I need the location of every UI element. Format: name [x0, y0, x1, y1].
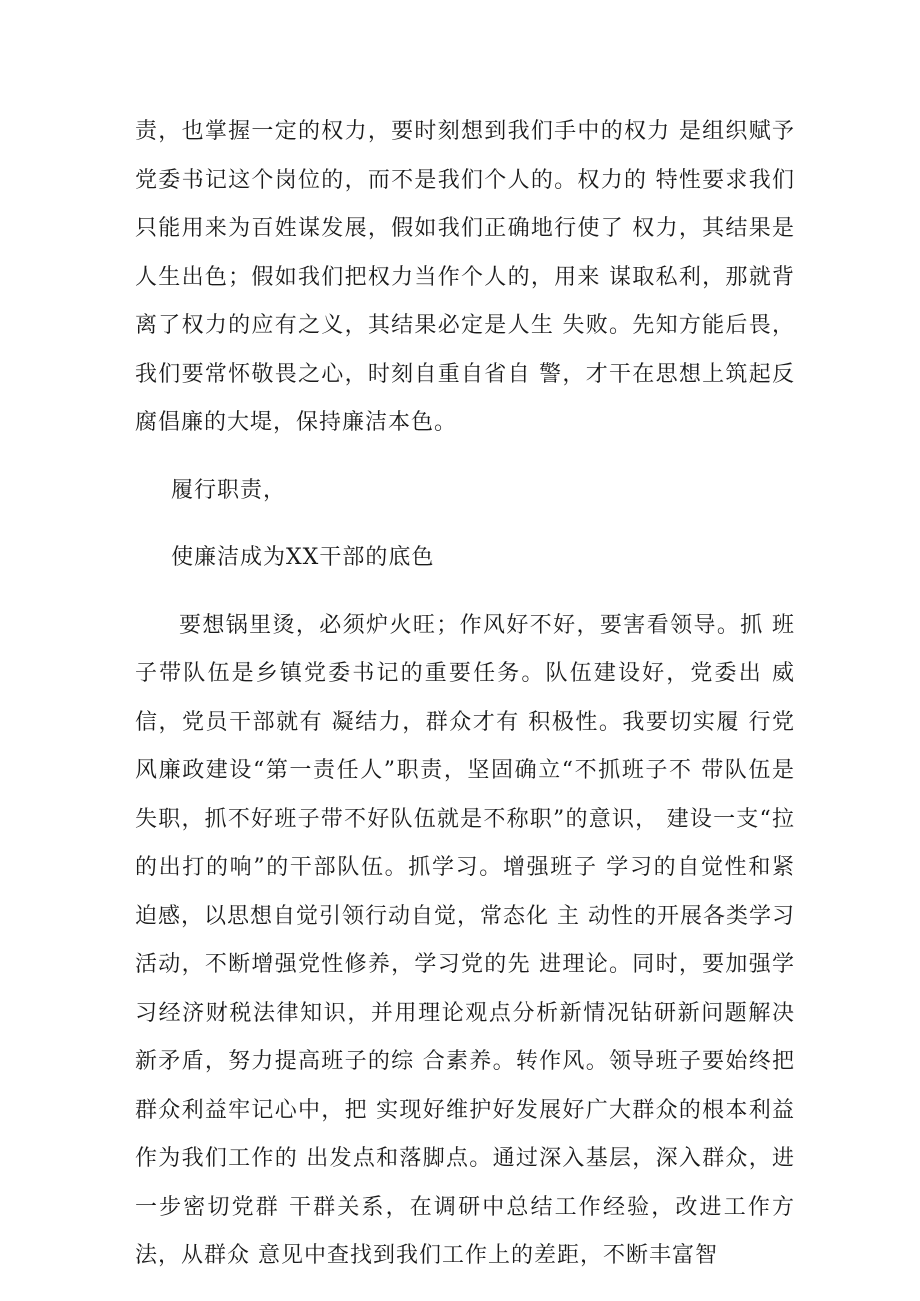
document-body	[135, 108, 795, 1281]
paragraph-team-building: 要想锅里烫，必须炉火旺；作风好不好，要害看领导。抓 班子带队伍是乡镇党委书记的重要任务。队伍建设好，党委出 威信，党员干部就有 凝结力，群众才有 积极性。我要切实履 行党风廉政建设“第一责任人”职责，坚固确立“不抓班子不 带队伍是失职，抓不好班子带不好队伍就是不称职”的意识， 建设一支“拉的出打的响”的干部队伍。抓学习。增强班子 学习的自觉性和紧迫感，以思想自觉引领行动自觉，常态化 主 动性的开展各类学习活动，不断增强党性修养，学习党的先 进理论。同时，要加强学习经济财税法律知识，并用理论观点分析新情况钻研新问题解决新矛盾，努力提高班子的综 合素养。转作风。领导班子要始终把群众利益牢记心中，把 实现好维护好发展好广大群众的根本利益作为我们工作的 出发点和落脚点。通过深入基层，深入群众，进一步密切党群 干群关系，在调研中总结工作经验，改进工作方法，从群众 意见中查找到我们工作上的差距，不断丰富智	[135, 612, 795, 1268]
section-heading-line-1: 履行职责，	[171, 477, 287, 503]
section-heading-line-2: 使廉洁成为XX干部的底色	[171, 545, 435, 570]
paragraph-responsibility-power: 责，也掌握一定的权力，要时刻想到我们手中的权力 是组织赋予党委书记这个岗位的，而不是我们个人的。权力的 特性要求我们只能用来为百姓谋发展，假如我们正确地行使了 权力，其结果是人生出色；假如我们把权力当作个人的，用来 谋取私利，那就背离了权力的应有之义，其结果必定是人生 失败。先知方能后畏，我们要常怀敬畏之心，时刻自重自省自 警，才干在思想上筑起反腐倡廉的大堤，保持廉洁本色。	[135, 119, 795, 435]
